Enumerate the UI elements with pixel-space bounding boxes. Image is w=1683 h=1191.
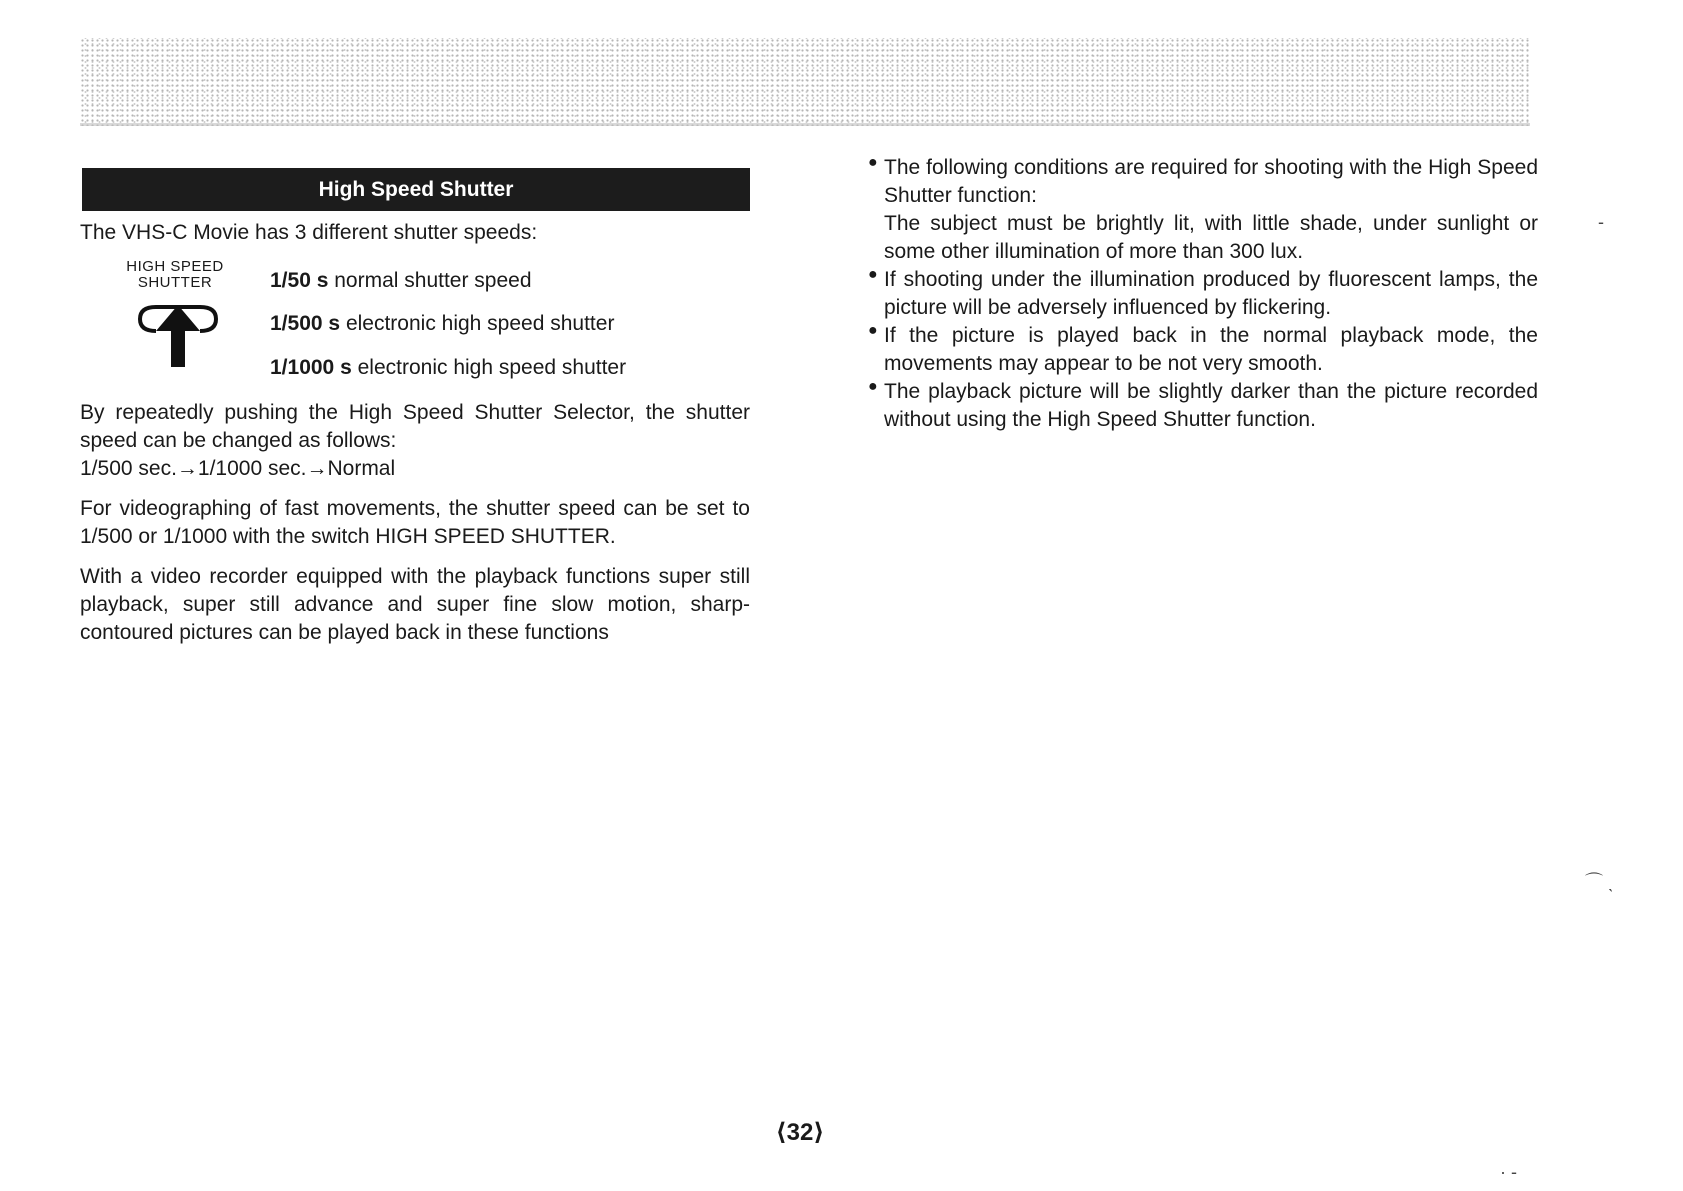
intro-text: The VHS-C Movie has 3 different shutter speeds: [80,221,538,244]
condition-bullet-1: ● The following conditions are required for shooting with the High Speed Shutter function: [868,154,1538,207]
right-column [868,154,1538,434]
bullet-icon: ● [868,266,878,283]
bullet-icon: ● [868,154,878,171]
fast-movement-paragraph: For videographing of fast movements, the shutter speed can be set to 1/500 or 1/1000 with the switch HIGH SPEED SHUTTER. [80,497,750,548]
left-column [80,168,750,659]
scan-mark: ‐ [1598,212,1604,232]
speed-option-1: 1/50 s normal shutter speed [270,269,532,292]
selector-paragraph: By repeatedly pushing the High Speed Shutter Selector, the shutter speed can be changed as follows: 1/500 sec.→1/1000 sec.→Normal [80,399,750,483]
scan-mark: · ‐ [1500,1162,1517,1182]
shutter-selector-arrow-icon [128,301,228,371]
condition-bullet-3: ● If the picture is played back in the normal playback mode, the movements may appear to be not very smooth. [868,322,1538,375]
speed-sequence: 1/500 sec.→1/1000 sec.→Normal [80,457,396,480]
condition-bullet-4: ● The playback picture will be slightly darker than the picture recorded without using the High Speed Shutter function. [868,378,1538,431]
shutter-speeds-block [80,259,750,389]
bullet-icon: ● [868,322,878,339]
speed-option-2: 1/500 s electronic high speed shutter [270,312,615,335]
speed-option-3: 1/1000 s electronic high speed shutter [270,356,627,379]
condition-bullet-2: ● If shooting under the illumination produced by fluorescent lamps, the picture will be adversely influenced by flickering. [868,266,1538,319]
high-speed-shutter-label: HIGH SPEED SHUTTER [126,258,224,291]
video-recorder-paragraph: With a video recorder equipped with the playback functions super still playback, super still advance and super fine slow motion, sharp-contoured pictures can be played back in these functions [80,565,750,644]
condition-detail: The subject must be brightly lit, with little shade, under sunlight or some other illumination of more than 300 lux. [884,212,1538,263]
page-number: ⟨32⟩ [775,1119,825,1146]
halftone-header-band [80,38,1530,126]
scan-mark: ⌒ ˎ [1585,872,1614,892]
bullet-icon: ● [868,378,878,395]
section-title: High Speed Shutter [82,168,750,211]
